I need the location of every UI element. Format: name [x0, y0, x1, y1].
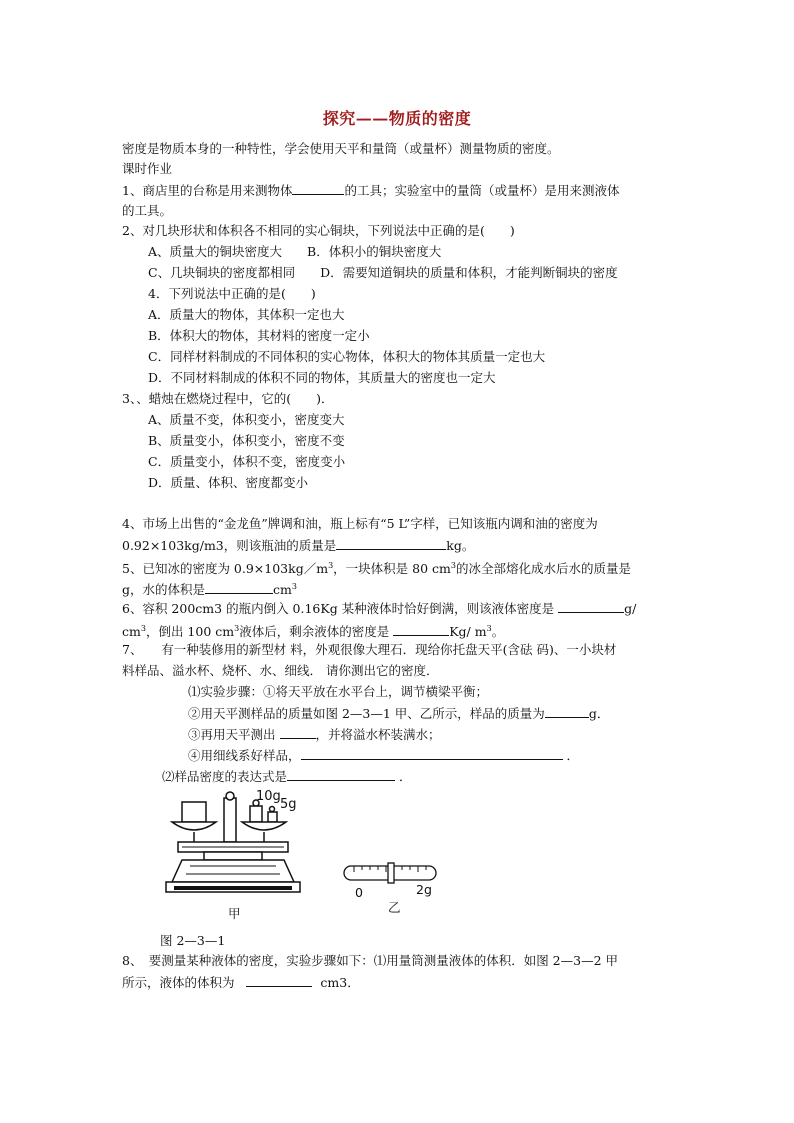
weight-10g — [250, 806, 262, 822]
question-4b-line-2 — [122, 536, 474, 555]
q7-step2-text: ②用天平测样品的质量如图 2—3—1 甲、乙所示，样品的质量为 — [188, 706, 545, 721]
question-3-stem: 3、、蜡烛在燃烧过程中，它的( )． — [122, 391, 334, 406]
question-3-option-b: B、质量变小，体积变小，密度不变 — [148, 433, 345, 448]
q7-mass-blank[interactable] — [545, 704, 589, 718]
weight-5g — [268, 812, 277, 822]
q5-text-b: ，一块体积是 80 cm — [333, 561, 451, 577]
q6-blank-2[interactable] — [393, 622, 449, 636]
question-5-line-2 — [122, 578, 297, 599]
q6-sup-2: 3 — [234, 624, 240, 633]
q7-step5-blank[interactable] — [287, 767, 395, 781]
question-2-options-cd: C、几块铜块的密度都相同 D．需要知道铜块的质量和体积，才能判断铜块的密度 — [148, 265, 618, 280]
figure-label-jia: 甲 — [228, 906, 241, 921]
q7-step4-text: ④用细线系好样品， — [188, 748, 301, 763]
question-3-option-a: A、质量不变，体积变小，密度变大 — [148, 412, 345, 427]
figure-weight-5g: 5g — [280, 797, 297, 812]
question-1-line-1 — [122, 181, 619, 200]
q5-sup-1: 3 — [328, 561, 334, 570]
question-1-line-2: 的工具。 — [122, 203, 173, 218]
question-4-option-c: C．同样材料制成的不同体积的实心物体，体积大的物体其质量一定也大 — [148, 349, 546, 364]
question-3-option-d: D．质量、体积、密度都变小 — [148, 475, 309, 490]
rider — [388, 863, 394, 883]
question-8-line-2 — [122, 973, 360, 992]
q6-text-f: Kg/ m — [449, 624, 487, 640]
q6-text-c: cm — [122, 624, 141, 640]
q7-step4-blank[interactable] — [301, 746, 563, 760]
q4b-blank[interactable] — [336, 536, 446, 550]
q6-text-g: 。 — [491, 624, 505, 640]
question-2-stem: 2、对几块形状和体积各不相同的实心铜块，下列说法中正确的是( ) — [122, 223, 515, 238]
q8-text-b: cm3． — [320, 975, 360, 990]
q5-text-a: 5、已知冰的密度为 0.9×103kg／m — [122, 561, 329, 577]
q7-step3-blank[interactable] — [280, 725, 316, 739]
page-title: 探究——物质的密度 — [322, 109, 472, 128]
q1-text-a: 1、商店里的台称是用来测物体 — [122, 183, 293, 198]
q1-blank[interactable] — [292, 181, 344, 195]
q5-sup-3: 3 — [291, 582, 297, 591]
q4b-text-b: kg。 — [446, 538, 475, 553]
question-7-step-3 — [188, 725, 441, 744]
section-heading: 课时作业 — [122, 161, 173, 176]
q8-text-a: 所示，液体的体积为 — [122, 975, 235, 990]
intro-text: 密度是物质本身的一种特性，学会使用天平和量筒（或量杯）测量物质的密度。 — [122, 141, 560, 156]
q7-step3-tail: ，并将溢水杯装满水； — [315, 727, 441, 742]
balance-base — [172, 860, 294, 882]
q4b-text-a: 0.92×103kg/m3，则该瓶油的质量是 — [122, 538, 337, 553]
question-7-line-2: 料样品、溢水杯、烧杯、水、细线． 请你测出它的密度． — [122, 663, 439, 678]
question-7-step-5 — [162, 767, 412, 786]
q6-text-e: 液体后，剩余液体的密度是 — [239, 624, 390, 640]
scale-label-2g: 2g — [416, 882, 432, 897]
question-4-option-a: A．质量大的物体，其体积一定也大 — [148, 307, 345, 322]
figure-weight-10g: 10g — [256, 789, 281, 804]
q6-text-d: ，倒出 100 cm — [145, 624, 235, 640]
q8-blank[interactable] — [246, 973, 312, 987]
balance-pillar — [224, 798, 236, 842]
question-6-line-2 — [122, 620, 504, 641]
question-6-line-1 — [122, 599, 636, 618]
right-pan — [242, 822, 286, 830]
sample-block — [182, 802, 206, 822]
q5-blank[interactable] — [205, 580, 273, 594]
left-pan — [172, 822, 216, 830]
q6-blank-1[interactable] — [558, 599, 624, 613]
question-5-line-1 — [122, 557, 631, 578]
question-7-step-2 — [188, 704, 609, 723]
q1-text-b: 的工具；实验室中的量筒（或量杯）是用来测液体 — [344, 183, 620, 198]
question-3-option-c: C．质量变小，体积不变，密度变小 — [148, 454, 346, 469]
q7-step4-tail: ． — [566, 748, 580, 763]
q7-step2-unit: g． — [588, 706, 610, 721]
question-8-line-1: 8、 要测量某种液体的密度，实验步骤如下：⑴用量筒测量液体的体积．如图 2—3—2 甲 — [122, 953, 619, 968]
q7-step5-tail: ． — [399, 769, 412, 784]
q6-sup-3: 3 — [486, 624, 492, 633]
question-4-option-b: B．体积大的物体，其材料的密度一定小 — [148, 328, 370, 343]
q5-text-e: cm — [273, 582, 292, 598]
figure-label-yi: 乙 — [388, 900, 401, 915]
figure-caption: 图 2—3—1 — [160, 933, 226, 948]
question-7-step-4 — [188, 746, 579, 765]
question-2-options-ab: A、质量大的铜块密度大 B．体积小的铜块密度大 — [148, 244, 442, 259]
question-7-step-1: ⑴实验步骤：①将天平放在水平台上，调节横梁平衡； — [188, 684, 489, 699]
q5-text-c: 的冰全部熔化成水后水的质量是 — [455, 561, 631, 577]
question-4-stem: 4．下列说法中正确的是( ) — [148, 286, 316, 301]
question-7-line-1: 7、 有一种装修用的新型材 料，外观很像大理石．现给你托盘天平(含砝 码)、一小块材 — [122, 642, 617, 657]
q6-text-b: g/ — [624, 601, 637, 616]
q5-text-d: g，水的体积是 — [122, 582, 206, 598]
question-4b-line-1: 4、市场上出售的“金龙鱼”牌调和油，瓶上标有“5 L”字样，已知该瓶内调和油的密度为 — [122, 516, 598, 531]
q7-step5-text: ⑵样品密度的表达式是 — [162, 769, 288, 784]
q7-step3-text: ③再用天平测出 — [188, 727, 276, 742]
q6-sup-1: 3 — [140, 624, 146, 633]
q5-sup-2: 3 — [450, 561, 456, 570]
scale-label-0: 0 — [355, 885, 363, 900]
question-4-option-d: D．不同材料制成的体积不同的物体，其质量大的密度也一定大 — [148, 370, 496, 385]
q6-text-a: 6、容积 200cm3 的瓶内倒入 0.16Kg 某种液体时恰好倒满，则该液体密度是 — [122, 601, 555, 616]
